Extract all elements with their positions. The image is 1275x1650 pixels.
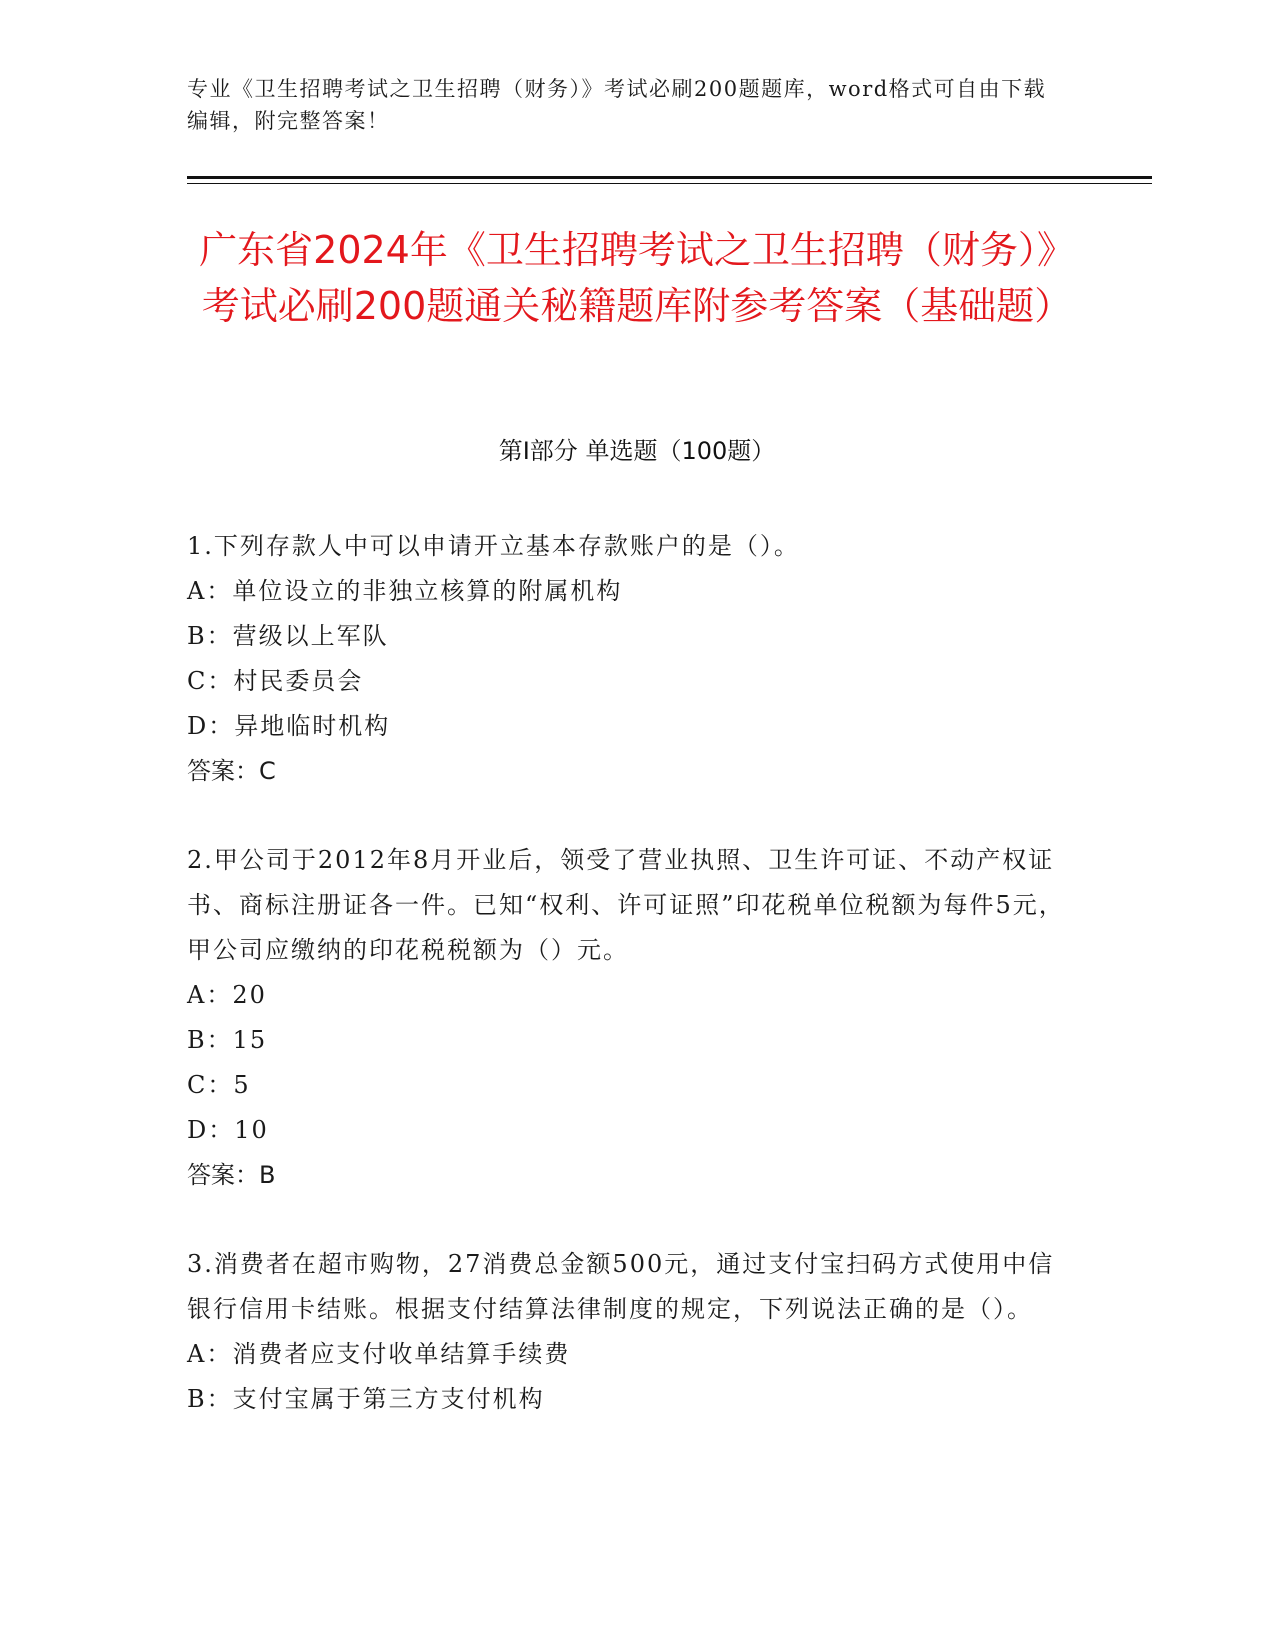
option-a: A：消费者应支付收单结算手续费 — [187, 1340, 571, 1368]
option-b: B：15 — [187, 1026, 268, 1054]
question-text: 1.下列存款人中可以申请开立基本存款账户的是（）。 — [187, 532, 800, 560]
question-text: 3.消费者在超市购物，27消费总金额500元，通过支付宝扫码方式使用中信银行信用卡结账。根据支付结算法律制度的规定，下列说法正确的是（）。 — [187, 1250, 1055, 1323]
option-c: C：5 — [187, 1071, 251, 1099]
option-a: A：单位设立的非独立核算的附属机构 — [187, 577, 623, 605]
option-c: C：村民委员会 — [187, 667, 364, 695]
option-d: D：异地临时机构 — [187, 712, 391, 740]
header-note: 专业《卫生招聘考试之卫生招聘（财务）》考试必刷200题题库，word格式可自由下载编辑，附完整答案！ — [187, 77, 1047, 133]
question-text: 2.甲公司于2012年8月开业后，领受了营业执照、卫生许可证、不动产权证书、商标注册证各一件。已知“权利、许可证照”印花税单位税额为每件5元，甲公司应缴纳的印花税税额为（）元。 — [187, 846, 1065, 964]
answer-line: 答案：C — [187, 757, 276, 785]
header-divider-thin — [187, 183, 1152, 184]
document-title: 广东省2024年《卫生招聘考试之卫生招聘（财务）》考试必刷200题通关秘籍题库附参考答案（基础题） — [199, 228, 1075, 328]
option-a: A：20 — [187, 981, 267, 1009]
header-divider-thick — [187, 176, 1152, 179]
question-block — [187, 1242, 1067, 1422]
option-b: B：支付宝属于第三方支付机构 — [187, 1385, 545, 1413]
question-block — [187, 838, 1067, 1198]
answer-line: 答案：B — [187, 1161, 276, 1189]
section-heading: 第Ⅰ部分 单选题（100题） — [498, 437, 776, 465]
question-block — [187, 524, 1067, 794]
option-b: B：营级以上军队 — [187, 622, 389, 650]
option-d: D：10 — [187, 1116, 269, 1144]
